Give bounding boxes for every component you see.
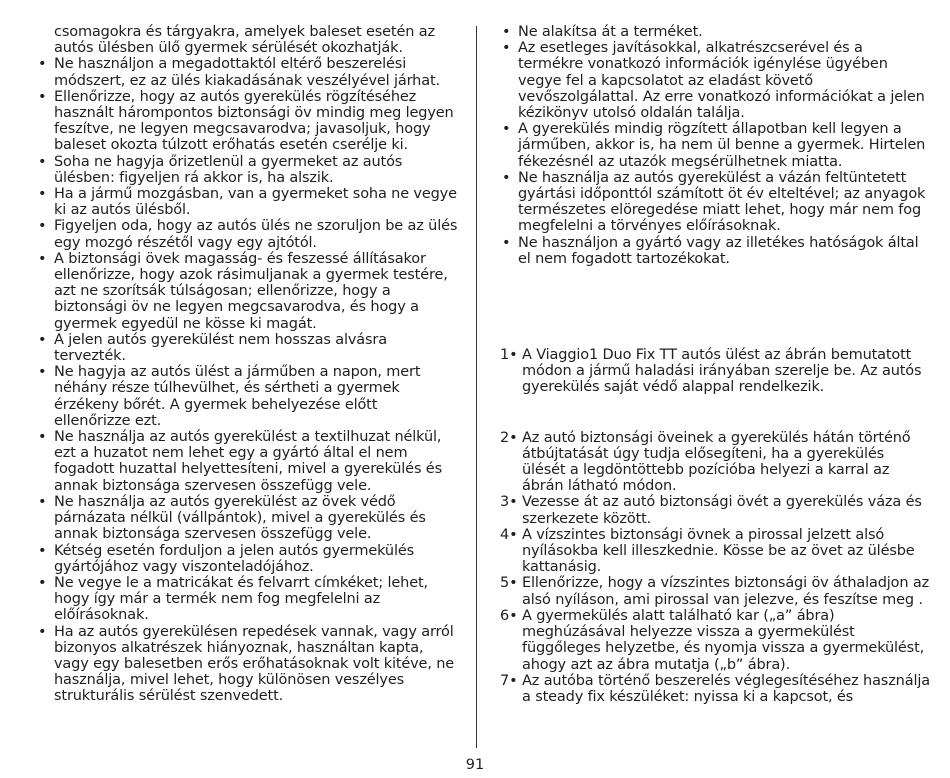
list-item xyxy=(36,56,458,88)
step-text: Ellenőrizze, hogy a vízszintes biztonsági öv áthaladjon az alsó nyíláson, ami pirossal van jelezve, és feszítse meg . xyxy=(522,575,930,608)
bullet-mark: • xyxy=(38,429,47,446)
list-item xyxy=(36,251,458,332)
list-item-text: Ha a jármű mozgásban, van a gyermeket soha ne vegye ki az autós ülésből. xyxy=(54,186,457,219)
right-column xyxy=(500,24,930,705)
list-item xyxy=(500,40,930,121)
list-item-text: A gyerekülés mindig rögzített állapotban kell legyen a járműben, akkor is, ha nem ül benne a gyermek. Hirtelen fékezésnél az utazók megsérülhetnek miatta. xyxy=(518,121,926,170)
column-divider xyxy=(476,26,477,748)
list-item-text: Ellenőrizze, hogy az autós gyerekülés rögzítéséhez használt hárompontos biztonsági öv mindig meg legyen feszítve, ne legyen megcsavarodva; javasoljuk, hogy baleset okozta túlzott erőhatás esetén cserélje ki. xyxy=(54,88,454,154)
list-item xyxy=(36,89,458,154)
instruction-step xyxy=(500,430,930,495)
step-number: 4• xyxy=(500,526,518,543)
bullet-mark: • xyxy=(502,40,511,57)
instruction-step xyxy=(500,494,930,526)
list-item-text: Kétség esetén forduljon a jelen autós gyermekülés gyártójához vagy viszonteladójához. xyxy=(54,542,415,575)
list-item-text: Ne használja az autós gyerekülést a textilhuzat nélkül, ezt a huzatot nem lehet egy a gyártó által el nem fogadott huzattal helyettesíteni, mivel a gyerekülés és annak biztonsága szervesen összefügg vele. xyxy=(54,429,442,494)
list-item-text: Ne hagyja az autós ülést a járműben a napon, mert néhány része túlhevülhet, és sértheti a gyermek érzékeny bőrét. A gyermek behelyezése előtt ellenőrizze ezt. xyxy=(54,364,421,429)
list-item xyxy=(36,218,458,250)
list-item xyxy=(36,543,458,575)
list-item-text: Soha ne hagyja őrizetlenül a gyermeket az autós ülésben: figyeljen rá akkor is, ha alszik. xyxy=(54,153,403,186)
list-item-text: Ne vegye le a matricákat és felvarrt címkéket; lehet, hogy így már a termék nem fog megfelelni az előírásoknak. xyxy=(54,574,428,624)
list-item-text: Figyeljen oda, hogy az autós ülés ne szoruljon be az ülés egy mozgó részétől vagy egy ajtótól. xyxy=(54,218,458,251)
instruction-step xyxy=(500,608,930,673)
instruction-step xyxy=(500,347,930,396)
spacer xyxy=(500,267,930,347)
step-number: 3• xyxy=(500,494,518,511)
list-item-text: Ne alakítsa át a terméket. xyxy=(518,24,703,40)
list-item xyxy=(36,624,458,705)
list-item xyxy=(36,575,458,624)
step-text: A vízszintes biztonsági övnek a pirossal jelzett alsó nyílásokba kell illeszkednie. Kösse be az övet az ülésbe kattanásig. xyxy=(522,526,915,576)
list-item-text: Ne használjon a gyártó vagy az illetékes hatóságok által el nem fogadott tartozékokat. xyxy=(518,234,919,267)
list-item xyxy=(36,186,458,218)
bullet-mark: • xyxy=(38,153,47,170)
bullet-mark: • xyxy=(38,623,47,640)
list-item-text: Ne használjon a megadottaktól eltérő beszerelési módszert, ez az ülés kiakadásának veszélyével járhat. xyxy=(54,56,440,89)
list-item xyxy=(36,364,458,429)
list-item-text: Az esetleges javításokkal, alkatrészcserével és a termékre vonatkozó információk igénylése ügyében vegye fel a kapcsolatot az eladást követő vevőszolgálattal. Az erre vonatkozó információkat a jelen kézikönyv utolsó oldalán találja. xyxy=(518,40,925,122)
bullet-mark: • xyxy=(502,234,511,251)
bullet-mark: • xyxy=(38,493,47,510)
bullet-mark: • xyxy=(38,56,47,73)
list-item xyxy=(500,24,930,40)
list-item-text: Ne használja az autós gyerekülést a vázán feltüntetett gyártási időponttól számított öt év elteltével; az anyagok természetes elöregedése miatt lehet, hogy már nem fog megfelelni a törvényes előírásoknak. xyxy=(518,169,926,235)
bullet-mark: • xyxy=(38,331,47,348)
list-item-text: Ne használja az autós gyerekülést az övek védő párnázata nélkül (vállpántok), mivel a gyerekülés és annak biztonsága szervesen összefügg vele. xyxy=(54,493,426,543)
list-item xyxy=(36,154,458,186)
step-number: 1• xyxy=(500,347,518,364)
bullet-mark: • xyxy=(502,121,511,138)
list-item-text: A jelen autós gyerekülést nem hosszas alvásra tervezték. xyxy=(54,331,387,365)
bullet-mark: • xyxy=(38,542,47,559)
list-item xyxy=(500,235,930,267)
step-text: Az autóba történő beszerelés véglegesítéséhez használja a steady fix készüléket: nyissa ki a kapcsot, és xyxy=(522,672,930,705)
step-number: 5• xyxy=(500,575,518,592)
list-item xyxy=(36,494,458,543)
step-number: 2• xyxy=(500,429,518,446)
page-number: 91 xyxy=(465,757,485,773)
list-item xyxy=(36,429,458,494)
step-number: 7• xyxy=(500,672,518,689)
instruction-step xyxy=(500,575,930,607)
bullet-mark: • xyxy=(38,574,47,591)
bullet-mark: • xyxy=(38,364,47,381)
step-text: Vezesse át az autó biztonsági övét a gyerekülés váza és szerkezete között. xyxy=(522,494,922,527)
list-item-text: A biztonsági övek magasság- és feszessé állításakor ellenőrizze, hogy azok rásimuljanak a gyermek testére, azt ne szorítsák túlságosan; ellenőrizze, hogy a biztonsági öv ne legyen megcsavarodva, és hogy a gyermek egyedül ne kösse ki magát. xyxy=(54,250,448,332)
bullet-mark: • xyxy=(502,24,511,40)
bullet-mark: • xyxy=(38,250,47,267)
instruction-step xyxy=(500,527,930,576)
step-text: A Viaggio1 Duo Fix TT autós ülést az ábrán bemutatott módon a jármű haladási irányában szerelje be. Az autós gyerekülés saját védő alappal rendelkezik. xyxy=(522,347,922,396)
bullet-mark: • xyxy=(38,186,47,203)
step-text: Az autó biztonsági öveinek a gyerekülés hátán történő átbújtatását úgy tudja elősegíteni, ha a gyerekülés ülését a legdöntöttebb pozícióba helyezi a karral az ábrán látható módon. xyxy=(522,429,911,495)
instruction-step xyxy=(500,673,930,705)
bullet-mark: • xyxy=(502,169,511,186)
step-text: A gyermekülés alatt található kar („a” ábra) meghúzásával helyezze vissza a gyermekülést függőleges helyzetbe, és nyomja vissza a gyermekülést, ahogy azt az ábra mutatja („b” ábra). xyxy=(522,607,925,673)
list-item xyxy=(36,332,458,364)
bullet-mark: • xyxy=(38,88,47,105)
list-item-text: Ha az autós gyerekülésen repedések vannak, vagy arról bizonyos alkatrészek hiányoznak, használtan kapta, vagy egy balesetben erős erőhatásoknak volt kitéve, ne használja, mivel lehet, hogy különösen veszélyes strukturális sérülést szenvedett. xyxy=(54,623,455,705)
list-item xyxy=(500,170,930,235)
list-item xyxy=(500,121,930,170)
left-column xyxy=(36,24,458,705)
bullet-mark: • xyxy=(38,218,47,235)
spacer xyxy=(500,396,930,430)
step-number: 6• xyxy=(500,607,518,624)
intro-paragraph: csomagokra és tárgyakra, amelyek baleset esetén az autós ülésben ülő gyermek sérülését okozhatják. xyxy=(54,24,435,57)
